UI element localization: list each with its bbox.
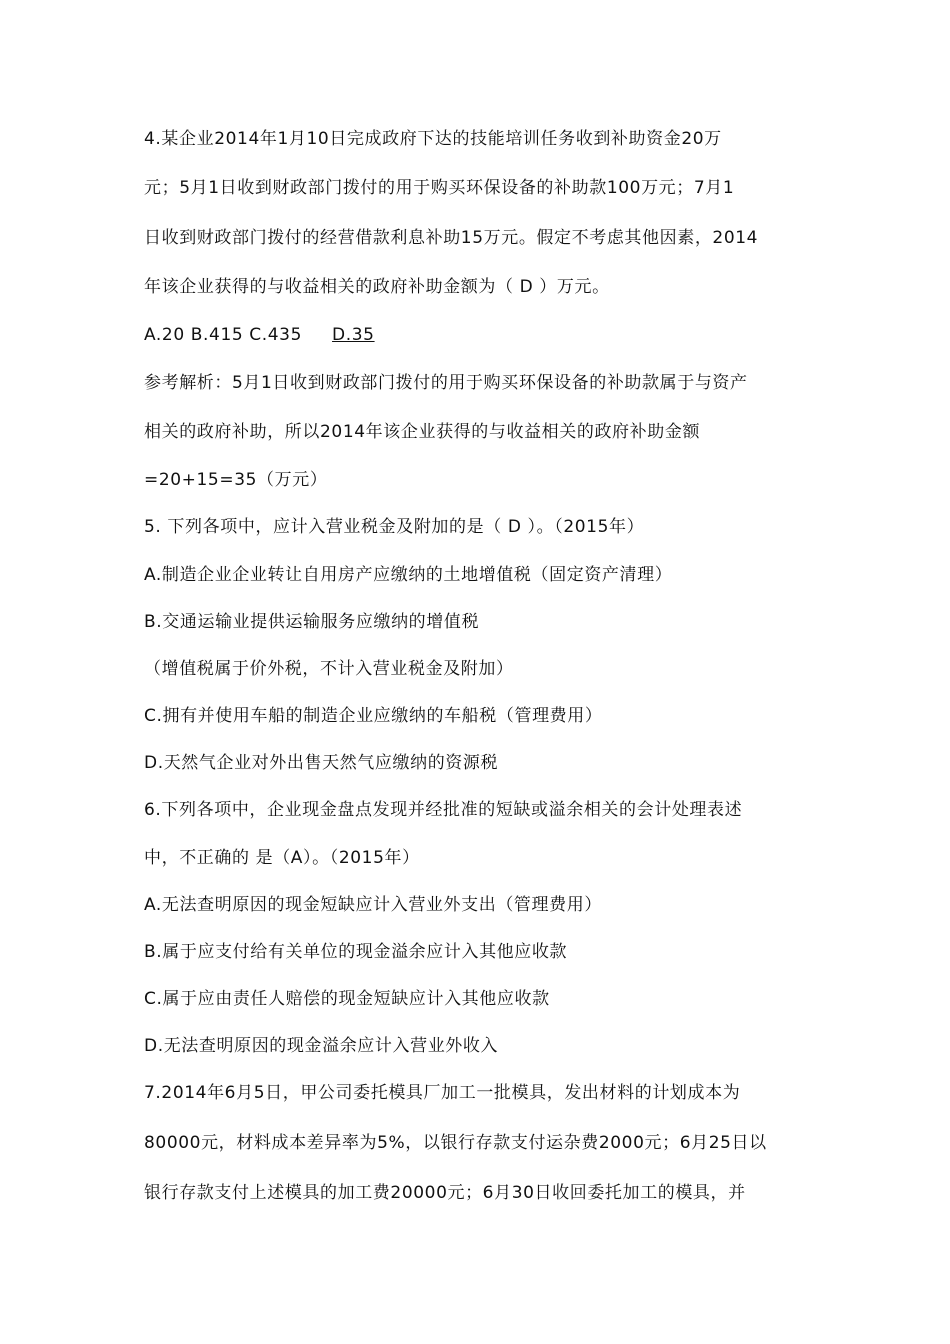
question-7-line-2: 80000元，材料成本差异率为5%，以银行存款支付运杂费2000元；6月25日以 — [144, 1133, 767, 1153]
question-6-option-a: A.无法查明原因的现金短缺应计入营业外支出（管理费用） — [144, 895, 602, 915]
question-5-option-d: D.天然气企业对外出售天然气应缴纳的资源税 — [144, 753, 499, 773]
question-4-options — [144, 323, 375, 347]
analysis-line-2: 相关的政府补助，所以2014年该企业获得的与收益相关的政府补助金额 — [144, 422, 701, 442]
question-6-option-d: D.无法查明原因的现金溢余应计入营业外收入 — [144, 1036, 499, 1056]
question-6-option-b: B.属于应支付给有关单位的现金溢余应计入其他应收款 — [144, 942, 568, 962]
question-5-option-c: C.拥有并使用车船的制造企业应缴纳的车船税（管理费用） — [144, 706, 603, 726]
question-4-line-3: 日收到财政部门拨付的经营借款利息补助15万元。假定不考虑其他因素，2014 — [144, 228, 759, 248]
question-6-line-2: 中，不正确的 是（A）。（2015年） — [144, 848, 420, 868]
question-7-line-3: 银行存款支付上述模具的加工费20000元；6月30日收回委托加工的模具，并 — [144, 1183, 746, 1203]
question-7-line-1: 7.2014年6月5日，甲公司委托模具厂加工一批模具，发出材料的计划成本为 — [144, 1083, 741, 1103]
option-d: D.35 — [332, 325, 375, 345]
question-6-line-1: 6.下列各项中，企业现金盘点发现并经批准的短缺或溢余相关的会计处理表述 — [144, 800, 743, 820]
analysis-line-1: 参考解析：5月1日收到财政部门拨付的用于购买环保设备的补助款属于与资产 — [144, 373, 748, 393]
question-4-line-1: 4.某企业2014年1月10日完成政府下达的技能培训任务收到补助资金20万 — [144, 129, 722, 149]
question-4-line-4: 年该企业获得的与收益相关的政府补助金额为（ D ）万元。 — [144, 277, 610, 297]
question-5-stem: 5. 下列各项中，应计入营业税金及附加的是（ D ）。（2015年） — [144, 517, 645, 537]
options-abc: A.20 B.415 C.435 — [144, 325, 303, 345]
question-5-note-b: （增值税属于价外税，不计入营业税金及附加） — [144, 659, 514, 679]
question-5-option-a: A.制造企业企业转让自用房产应缴纳的土地增值税（固定资产清理） — [144, 565, 673, 585]
question-5-option-b: B.交通运输业提供运输服务应缴纳的增值税 — [144, 612, 480, 632]
analysis-line-3: =20+15=35（万元） — [144, 470, 328, 490]
question-4-line-2: 元；5月1日收到财政部门拨付的用于购买环保设备的补助款100万元；7月1 — [144, 178, 735, 198]
question-6-option-c: C.属于应由责任人赔偿的现金短缺应计入其他应收款 — [144, 989, 550, 1009]
